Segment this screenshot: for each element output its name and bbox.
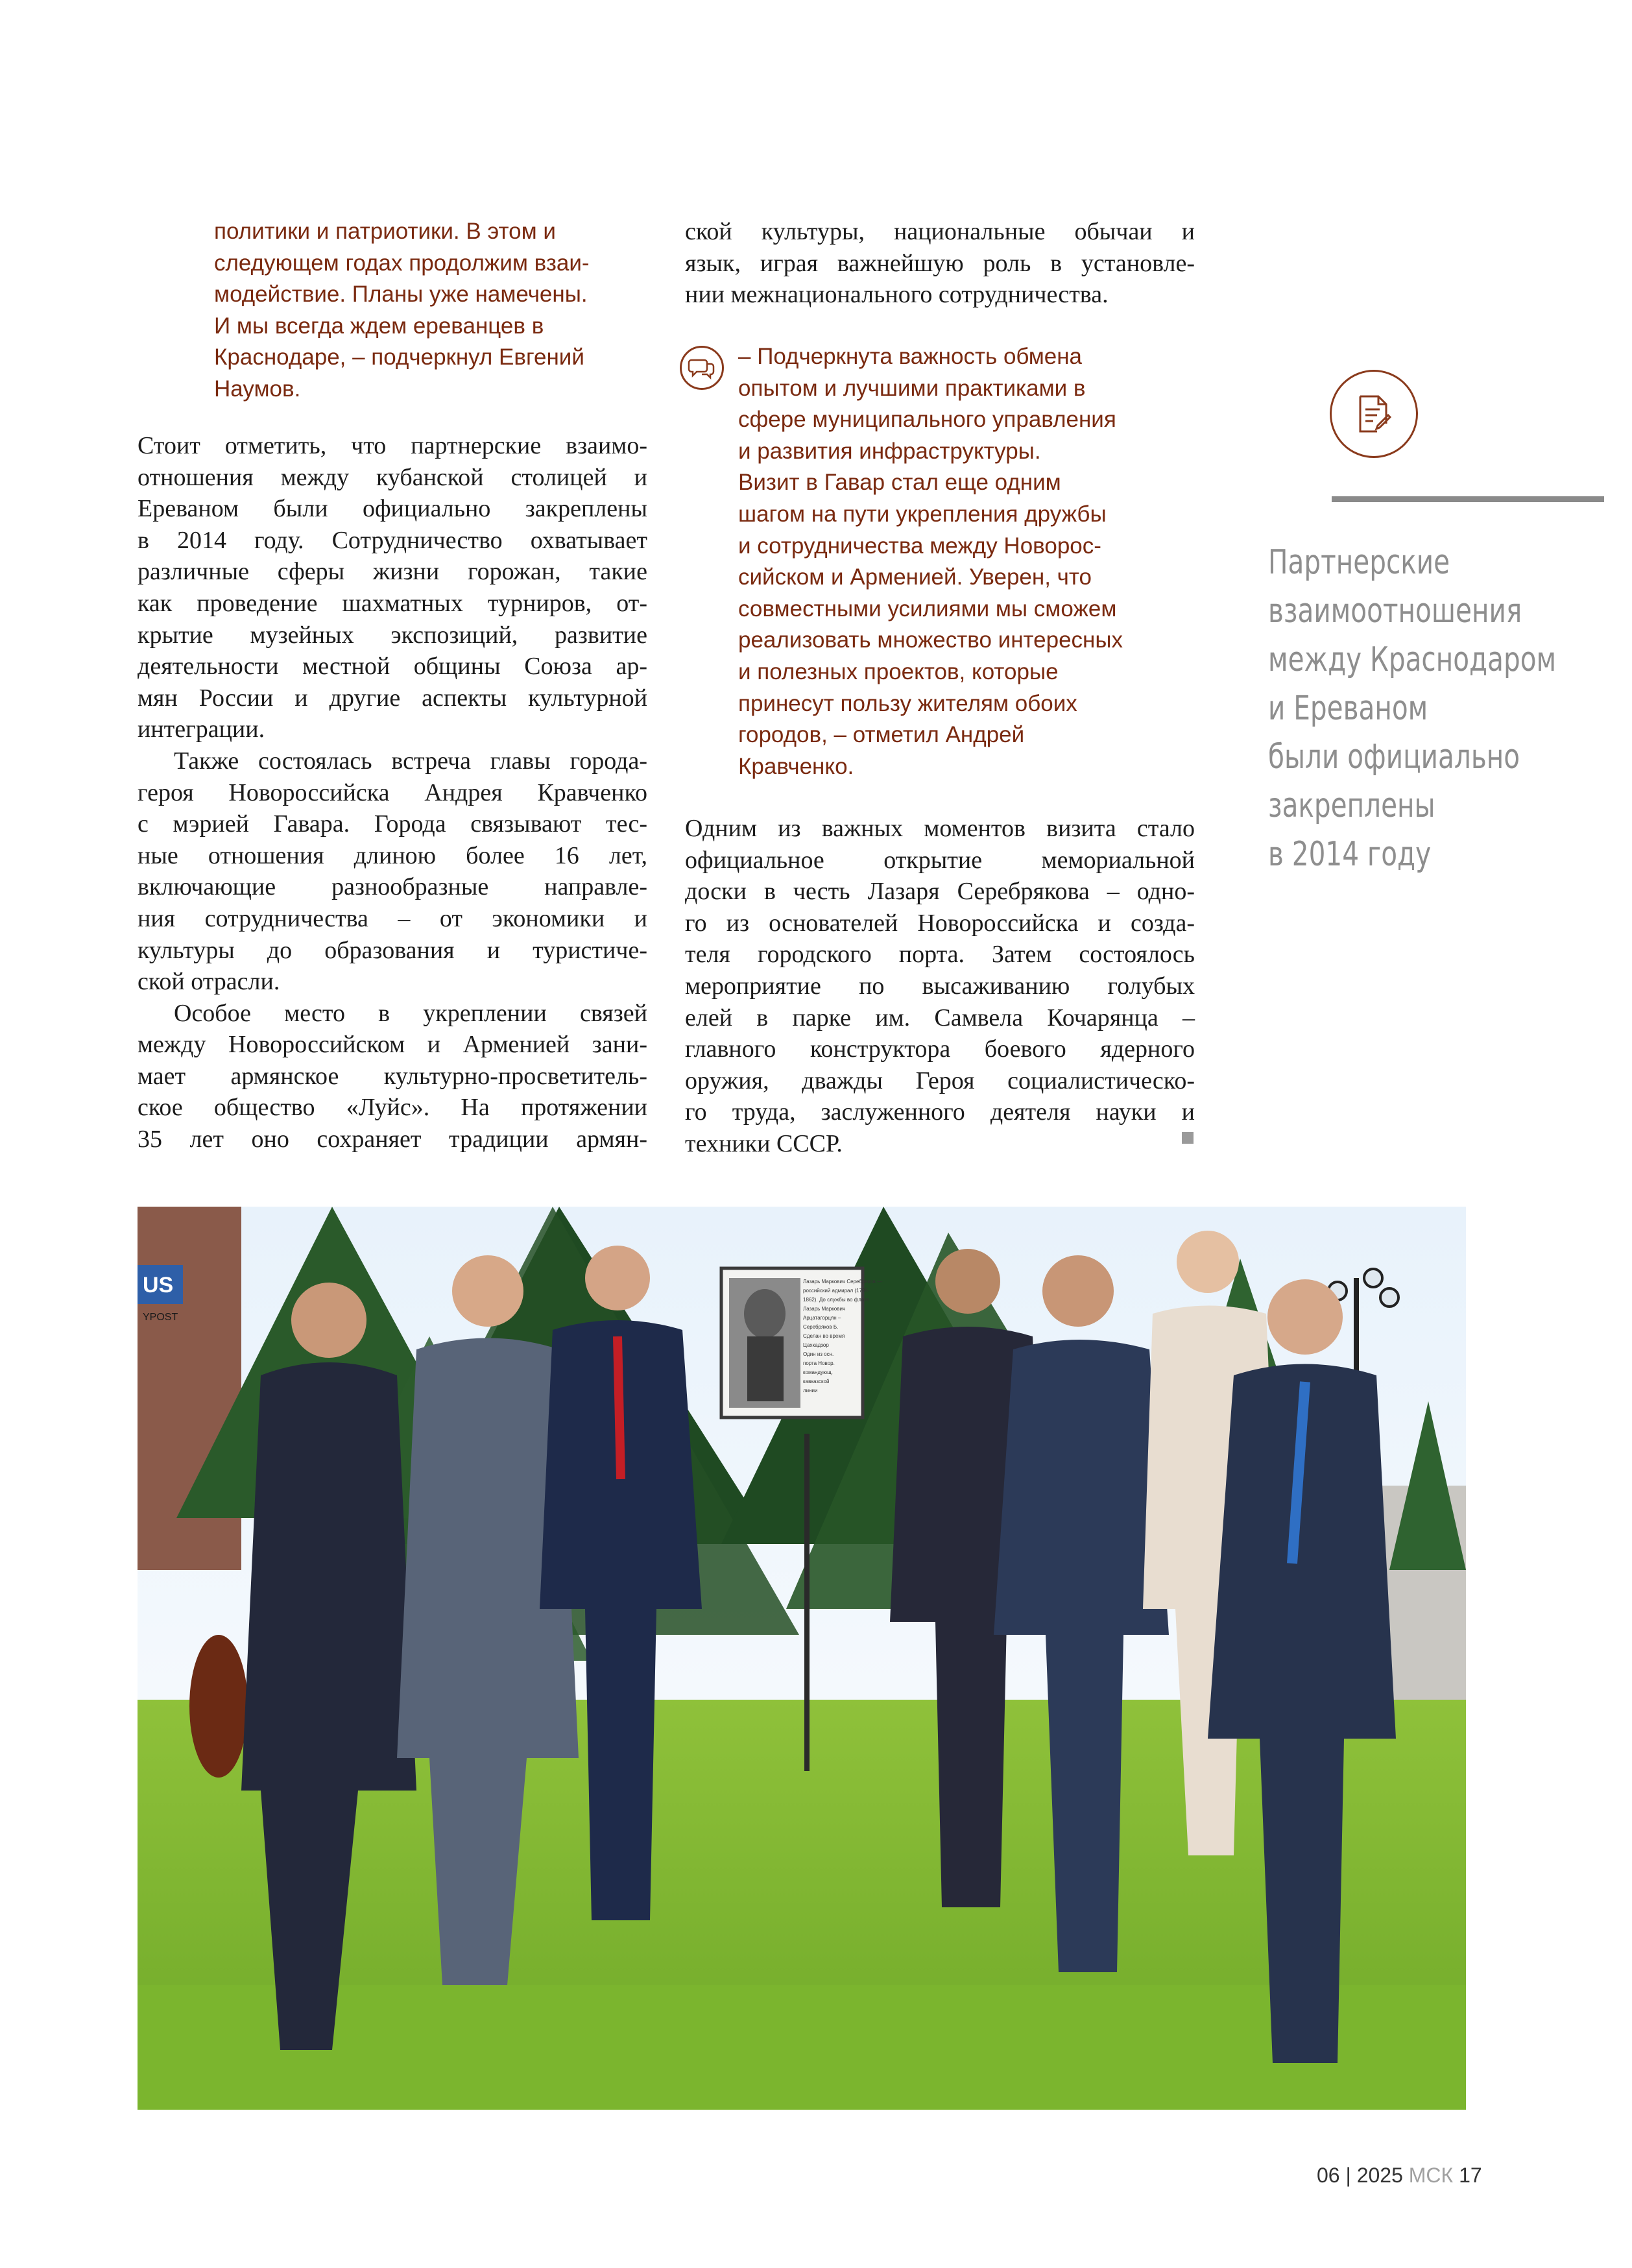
quote-line: Наумов. bbox=[214, 376, 301, 402]
body-line: в 2014 году. Сотрудничество охватывает bbox=[138, 526, 647, 554]
plaque-line: 1862). До службы во флоте bbox=[803, 1297, 870, 1303]
plaque-line: Серебряков Б. bbox=[803, 1324, 839, 1330]
quote-line: и сотрудничества между Новорос- bbox=[738, 533, 1101, 559]
group-photo bbox=[138, 1207, 1466, 2110]
body-line: Также состоялась встреча главы города- bbox=[174, 747, 647, 775]
speech-bubbles-icon bbox=[680, 346, 724, 390]
body-line: Одним из важных моментов визита стало bbox=[685, 815, 1195, 842]
plaque-line: кавказской bbox=[803, 1379, 830, 1384]
pull-quote-line: взаимоотношения bbox=[1268, 592, 1522, 631]
quote-line: Краснодаре, – подчеркнул Евгений bbox=[214, 344, 584, 370]
body-line: елей в парке им. Самвела Кочарянца – bbox=[685, 1004, 1195, 1031]
page-number: 17 bbox=[1459, 2164, 1482, 2187]
body-line: Особое место в укреплении связей bbox=[174, 999, 647, 1027]
body-line: ское общество «Луйс». На протяжении bbox=[138, 1094, 647, 1122]
body-line: Стоит отметить, что партнерские взаимо- bbox=[138, 432, 647, 459]
pull-quote-line: Партнерские bbox=[1268, 543, 1450, 582]
sidebar-rule bbox=[1332, 496, 1604, 502]
body-line: с мэрией Гавара. Города связывают тес- bbox=[138, 810, 647, 838]
quote-line: принесут пользу жителям обоих bbox=[738, 690, 1077, 716]
body-line: мает армянское культурно-просветитель- bbox=[138, 1062, 647, 1090]
plaque-line: Сделан во время bbox=[803, 1333, 845, 1339]
quote-line: Кравченко. bbox=[738, 753, 854, 779]
body-line: ской отрасли. bbox=[138, 968, 280, 996]
body-line: теля городского порта. Затем состоялось bbox=[685, 941, 1195, 969]
column-2-top bbox=[685, 216, 1195, 311]
body-line: между Новороссийском и Арменией зани- bbox=[138, 1031, 647, 1059]
pull-quote-line: между Краснодаром bbox=[1268, 640, 1557, 679]
column-1-body bbox=[138, 430, 647, 1155]
plaque-line: порта Новор. bbox=[803, 1360, 835, 1366]
body-line: мероприятие по высаживанию голубых bbox=[685, 972, 1195, 1000]
plaque-line: Арцатагорцян – bbox=[803, 1315, 841, 1321]
plaque-line: командующ. bbox=[803, 1369, 833, 1375]
magazine-name: МСК bbox=[1408, 2164, 1454, 2187]
document-pen-icon bbox=[1330, 370, 1418, 458]
building-sign-text: US bbox=[143, 1273, 174, 1297]
quote-line: И мы всегда ждем ереванцев в bbox=[214, 313, 544, 339]
body-line: ные отношения длиною более 16 лет, bbox=[138, 841, 647, 869]
body-line: оружия, дважды Героя социалистическо- bbox=[685, 1067, 1195, 1094]
plaque-line: Один из осн. bbox=[803, 1351, 834, 1357]
body-line: интеграции. bbox=[138, 716, 265, 743]
quote-line: реализовать множество интересных bbox=[738, 627, 1123, 653]
pull-quote-line: и Ереваном bbox=[1268, 689, 1428, 728]
quote-line: совместными усилиями мы сможем bbox=[738, 596, 1117, 621]
body-line: различные сферы жизни горожан, такие bbox=[138, 558, 647, 586]
quote-line: и развития инфраструктуры. bbox=[738, 438, 1041, 464]
body-line: крытие музейных экспозиций, развитие bbox=[138, 621, 647, 649]
plaque-line: Лазарь Маркович Серебряков — bbox=[803, 1279, 883, 1285]
plaque-line: Цахкадзор bbox=[803, 1342, 829, 1348]
quote-line: модействие. Планы уже намечены. bbox=[214, 282, 588, 308]
quote-naumov bbox=[214, 216, 629, 405]
quote-line: сфере муниципального управления bbox=[738, 407, 1116, 433]
quote-line: следующем годах продолжим взаи- bbox=[214, 250, 590, 276]
quote-line: городов, – отметил Андрей bbox=[738, 722, 1025, 748]
pull-quote-line: закреплены bbox=[1268, 786, 1435, 825]
body-line: Ереваном были официально закреплены bbox=[138, 495, 647, 523]
pull-quote-line: были официально bbox=[1268, 738, 1520, 777]
body-line: включающие разнообразные направле- bbox=[138, 873, 647, 901]
body-line: культуры до образования и туристиче- bbox=[138, 936, 647, 964]
quote-line: опытом и лучшими практиками в bbox=[738, 375, 1086, 401]
quote-kravchenko bbox=[738, 341, 1192, 782]
sidebar-pull-quote bbox=[1268, 538, 1605, 879]
body-line: деятельности местной общины Союза ар- bbox=[138, 653, 647, 681]
issue-number: 06 bbox=[1317, 2164, 1340, 2187]
plaque-line: линии bbox=[803, 1388, 818, 1393]
body-line: нии межнационального сотрудничества. bbox=[685, 281, 1109, 309]
column-2-body bbox=[685, 813, 1195, 1160]
body-line: героя Новороссийска Андрея Кравченко bbox=[138, 778, 647, 806]
article-end-mark bbox=[1182, 1132, 1194, 1144]
body-line: ния сотрудничества – от экономики и bbox=[138, 904, 647, 932]
body-line: мян России и другие аспекты культурной bbox=[138, 684, 647, 712]
quote-line: – Подчеркнута важность обмена bbox=[738, 344, 1083, 369]
body-line: техники СССР. bbox=[685, 1129, 843, 1157]
quote-line: шагом на пути укрепления дружбы bbox=[738, 501, 1107, 527]
body-line: го труда, заслуженного деятеля науки и bbox=[685, 1098, 1195, 1126]
body-line: язык, играя важнейшую роль в установле- bbox=[685, 249, 1195, 277]
footer-divider: | bbox=[1345, 2164, 1351, 2187]
page-footer bbox=[1317, 2164, 1482, 2188]
pull-quote-line: в 2014 году bbox=[1268, 835, 1432, 874]
body-line: доски в честь Лазаря Серебрякова – одно- bbox=[685, 878, 1195, 906]
body-line: официальное открытие мемориальной bbox=[685, 846, 1195, 874]
quote-line: и полезных проектов, которые bbox=[738, 658, 1059, 684]
body-line: главного конструктора боевого ядерного bbox=[685, 1035, 1195, 1063]
plaque-line: российский адмирал (1795- bbox=[803, 1288, 870, 1294]
body-line: го из основателей Новороссийска и созда- bbox=[685, 909, 1195, 937]
body-line: ской культуры, национальные обычаи и bbox=[685, 218, 1195, 245]
quote-line: сийском и Арменией. Уверен, что bbox=[738, 564, 1092, 590]
quote-line: Визит в Гавар стал еще одним bbox=[738, 470, 1061, 496]
body-line: отношения между кубанской столицей и bbox=[138, 463, 647, 491]
body-line: 35 лет оно сохраняет традиции армян- bbox=[138, 1126, 647, 1153]
issue-year: 2025 bbox=[1356, 2164, 1403, 2187]
plaque-line: Лазарь Маркович bbox=[803, 1306, 846, 1312]
quote-line: политики и патриотики. В этом и bbox=[214, 219, 556, 244]
body-line: как проведение шахматных турниров, от- bbox=[138, 589, 647, 617]
building-sign-subtext: YPOST bbox=[143, 1312, 178, 1323]
